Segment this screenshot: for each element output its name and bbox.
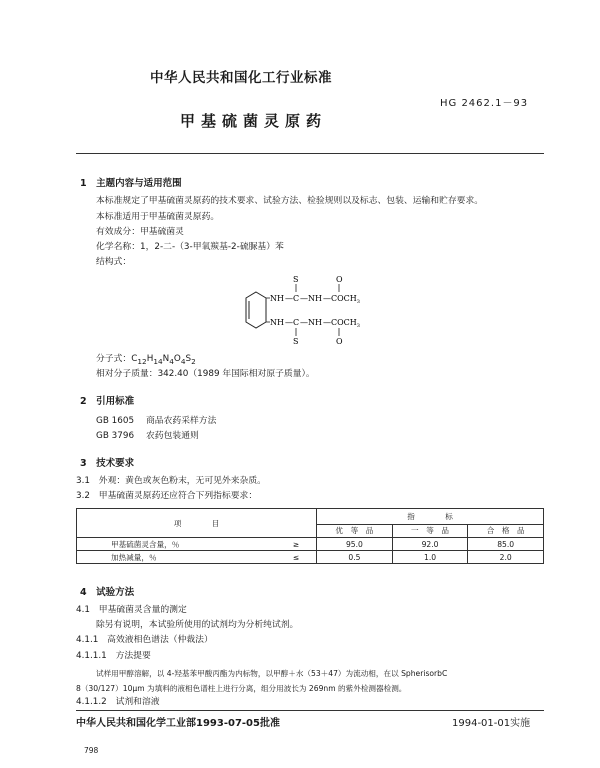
specification-table	[76, 508, 544, 564]
reference-code: GB 3796	[96, 431, 135, 441]
struct-cooch3-1	[331, 294, 360, 305]
row-value: 1.0	[392, 551, 468, 564]
struct-dash-3: —	[323, 294, 331, 303]
struct-o-top: O	[336, 275, 343, 284]
section-4-1-1-1-text-2: 8（30/127）10μm 为填料的液相色谱柱上进行分离，组分用波长为 269nm 的紫外检测器检测。	[76, 684, 407, 693]
standard-code: HG 2462.1－93	[440, 98, 529, 109]
formula-label: 分子式：	[96, 354, 132, 364]
reference-row	[96, 432, 199, 441]
reference-code: GB 1605	[96, 416, 135, 426]
struct-dash-4: —	[285, 318, 293, 327]
header-item: 项 目	[77, 509, 317, 538]
struct-nh-4: NH	[308, 318, 322, 327]
section-4-1-1-1-heading: 4.1.1.1 方法提要	[76, 651, 151, 661]
grade-premium: 优 等 品	[317, 524, 393, 537]
structure-label: 结构式：	[96, 257, 132, 267]
grade-first: 一 等 品	[392, 524, 468, 537]
effective-date: 1994-01-01实施	[452, 718, 531, 729]
standard-series-title: 中华人民共和国化工行业标准	[150, 70, 332, 86]
row-value: 95.0	[317, 538, 393, 551]
struct-coch-2: COCH	[331, 318, 357, 327]
struct-s-bottom: S	[293, 337, 299, 346]
header-divider	[76, 153, 544, 154]
molecular-formula	[96, 355, 196, 365]
struct-sub-1: 3	[356, 299, 360, 305]
row-name: 甲基硫菌灵含量，％	[77, 538, 277, 551]
row-name: 加热减量，％	[77, 551, 277, 564]
row-value: 85.0	[468, 538, 544, 551]
struct-dash-1: —	[285, 294, 293, 303]
section-1-paragraph: 本标准规定了甲基硫菌灵原药的技术要求、试验方法、检验规则以及标志、包装、运输和贮存要求。	[96, 196, 484, 206]
structural-formula	[230, 270, 380, 350]
table-row	[77, 551, 544, 564]
page-number: 798	[84, 746, 99, 755]
header-index: 指 标	[317, 509, 544, 525]
active-ingredient: 有效成分：甲基硫菌灵	[96, 227, 184, 237]
section-4-1-text: 除另有说明，本试验所使用的试剂均为分析纯试剂。	[96, 620, 299, 630]
struct-c-2: C	[293, 318, 300, 327]
struct-nh-2: NH	[308, 294, 322, 303]
struct-c-1: C	[293, 294, 300, 303]
row-symbol: ≤	[276, 551, 317, 564]
struct-sub-2: 3	[356, 323, 360, 329]
section-1-heading: 1 主题内容与适用范围	[80, 178, 182, 189]
row-value: 0.5	[317, 551, 393, 564]
table-header-row	[77, 509, 544, 525]
approval-date: 中华人民共和国化学工业部1993-07-05批准	[76, 718, 280, 729]
row-symbol: ≥	[276, 538, 317, 551]
struct-dash-6: —	[323, 318, 331, 327]
section-4-1-1-1-text-1: 试样用甲醇溶解，以 4-羟基苯甲酸丙酯为内标物，以甲醇＋水（53＋47）为流动相，在以 SpherisorbC	[96, 669, 448, 678]
struct-coch-1: COCH	[331, 294, 357, 303]
row-value: 92.0	[392, 538, 468, 551]
table-row	[77, 538, 544, 551]
requirement-3-1: 3.1 外观：黄色或灰色粉末，无可见外来杂质。	[76, 476, 266, 486]
section-3-heading: 3 技术要求	[80, 458, 135, 469]
formula-value: $C_{12}H_{14}N_4O_4S_2$	[131, 354, 196, 366]
struct-dash-2: —	[300, 294, 308, 303]
reference-title: 商品农药采样方法	[146, 416, 217, 426]
molecular-mass: 相对分子质量：342.40（1989 年国际相对原子质量）。	[96, 369, 315, 379]
requirement-3-2: 3.2 甲基硫菌灵原药还应符合下列指标要求：	[76, 491, 258, 501]
reference-row	[96, 417, 216, 426]
chemical-name: 化学名称：1，2-二-（3-甲氧羰基-2-硫脲基）苯	[96, 242, 284, 252]
section-4-1-heading: 4.1 甲基硫菌灵含量的测定	[76, 605, 187, 615]
section-4-1-1-heading: 4.1.1 高效液相色谱法（仲裁法）	[76, 635, 213, 645]
footer-divider	[76, 710, 544, 711]
struct-nh-1: NH	[270, 294, 284, 303]
struct-s-top: S	[293, 275, 299, 284]
section-1-scope: 本标准适用于甲基硫菌灵原药。	[96, 212, 220, 222]
struct-o-bottom: O	[336, 337, 343, 346]
struct-cooch3-2	[331, 318, 360, 329]
struct-nh-3: NH	[270, 318, 284, 327]
section-4-heading: 4 试验方法	[80, 587, 135, 598]
grade-qualified: 合 格 品	[468, 524, 544, 537]
struct-dash-5: —	[300, 318, 308, 327]
row-value: 2.0	[468, 551, 544, 564]
section-4-1-1-2-heading: 4.1.1.2 试剂和溶液	[76, 697, 160, 707]
section-2-heading: 2 引用标准	[80, 396, 135, 407]
document-title: 甲基硫菌灵原药	[180, 112, 328, 130]
reference-title: 农药包装通则	[146, 431, 199, 441]
